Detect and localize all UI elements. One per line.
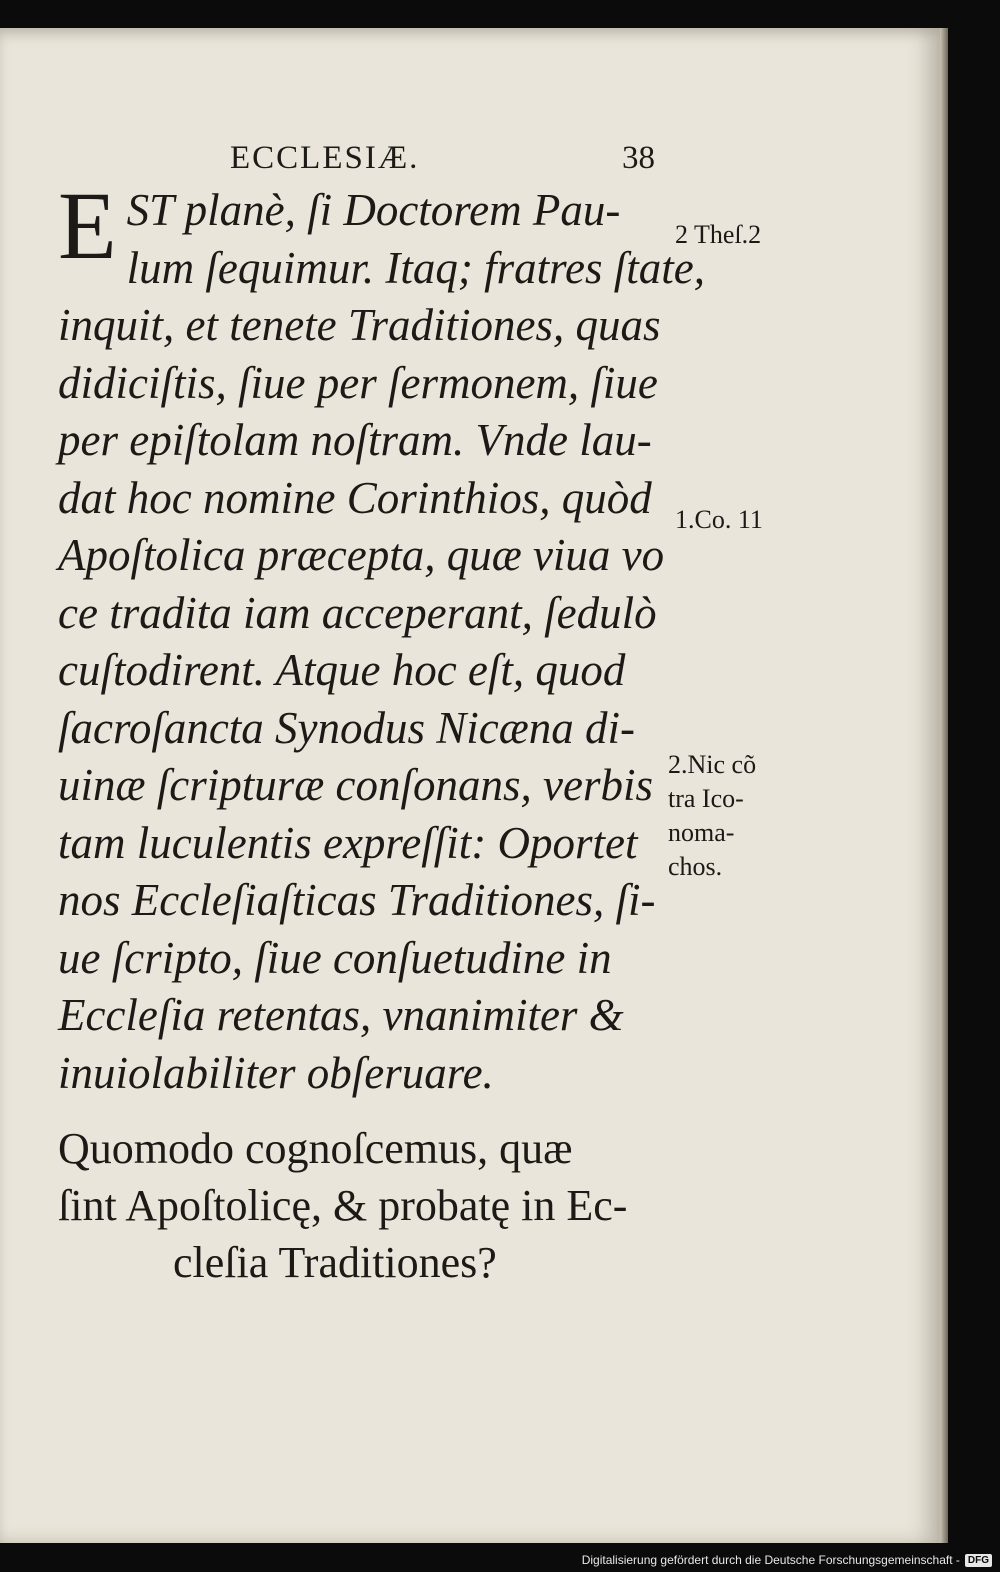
footer-band <box>0 1548 1000 1572</box>
funding-credit: Digitalisierung gefördert durch die Deutsche Forschungsgemeinschaft - <box>581 1553 960 1567</box>
dfg-logo: DFG <box>965 1554 992 1567</box>
text-line: dat hoc nomine Corinthios, quòd <box>58 472 652 523</box>
margin-note-line: tra Ico- <box>668 784 744 813</box>
margin-note-thessalonians <box>675 220 761 250</box>
text-line: ſacroſancta Synodus Nicæna di- <box>58 702 636 753</box>
text-line: ce tradita iam acceperant, ſedulò <box>58 587 657 638</box>
margin-note-line: noma- <box>668 818 735 847</box>
margin-note-line: 2 Theſ.2 <box>675 220 762 249</box>
text-line: uinæ ſcripturæ conſonans, verbis <box>58 760 653 810</box>
text-line: ST planè, ſi Doctorem Pau- <box>126 185 621 235</box>
running-head: ECCLESIÆ. <box>230 140 420 176</box>
question-line: Quomodo cognoſcemus, quæ <box>58 1124 573 1173</box>
page-edge <box>940 28 948 1543</box>
drop-cap: E <box>58 172 117 279</box>
text-line: per epiſtolam noſtram. Vnde lau- <box>58 415 652 465</box>
question-line: cleſia Traditiones? <box>173 1238 497 1287</box>
text-line: didiciſtis, ſiue per ſermonem, ſiue <box>58 357 658 408</box>
page-number: 38 <box>622 140 655 176</box>
text-line: nos Eccleſiaſticas Traditiones, ſi- <box>58 875 656 925</box>
question-line: ſint Apoſtolicę, & probatę in Ec- <box>58 1181 628 1230</box>
margin-note-line: 1.Co. 11 <box>675 505 763 534</box>
margin-note-line: 2.Nic cõ <box>668 750 757 779</box>
question-heading <box>58 1120 673 1291</box>
text-line: cuſtodirent. Atque hoc eſt, quod <box>58 645 626 695</box>
text-line: Eccleſia retentas, vnanimiter & <box>58 990 624 1040</box>
margin-note-corinthians <box>675 505 763 535</box>
text-line: lum ſequimur. Itaq; fratres ſtate, <box>126 242 705 293</box>
text-line: inquit, et tenete Traditiones, quas <box>58 300 661 350</box>
text-line: inuiolabiliter obſeruare. <box>58 1047 494 1098</box>
text-line: Apoſtolica præcepta, quæ viua vo <box>58 530 665 580</box>
margin-note-nicaea <box>668 748 756 884</box>
text-line: tam luculentis expreſſit: Oportet <box>58 817 638 868</box>
text-line: ue ſcripto, ſiue conſuetudine in <box>58 932 612 983</box>
margin-note-line: chos. <box>668 852 723 881</box>
